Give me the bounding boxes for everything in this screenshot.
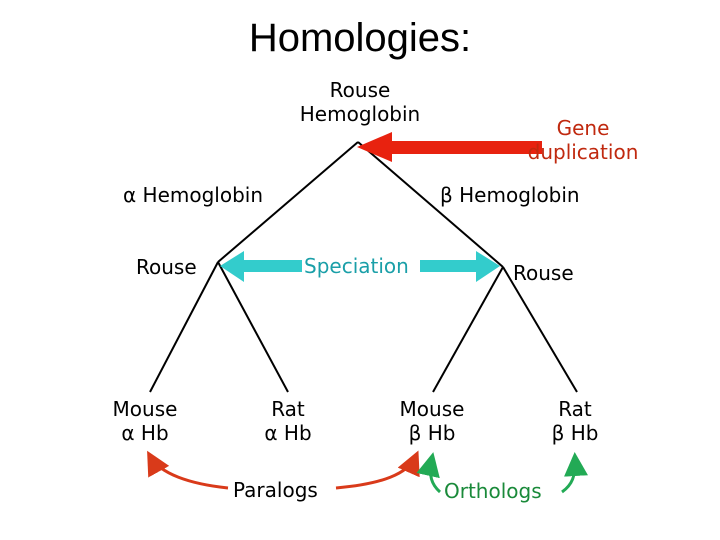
rouse-left-label: Rouse (136, 255, 197, 279)
alpha-symbol: α (123, 183, 137, 207)
gene-duplication-arrow (357, 132, 542, 162)
leaf-mouse-alpha-line1: Mouse (112, 397, 178, 421)
hb-text: Hb (570, 421, 599, 445)
speciation-label: Speciation (304, 254, 409, 278)
hb-text: Hb (427, 421, 456, 445)
leaf-mouse-beta (387, 397, 477, 445)
beta-symbol: β (551, 421, 565, 445)
leaf-mouse-beta-line1: Mouse (399, 397, 465, 421)
gene-duplication-label (518, 116, 648, 164)
ortholog-arrow-left (430, 458, 440, 492)
hb-text: Hb (140, 421, 169, 445)
leaf-rat-alpha (243, 397, 333, 445)
leaf-mouse-alpha-line2 (100, 421, 190, 445)
rouse-right-label: Rouse (513, 261, 574, 285)
branch-beta-rat (503, 267, 577, 392)
leaf-mouse-beta-line2 (387, 421, 477, 445)
root-label-line1: Rouse (329, 78, 391, 102)
leaf-rat-beta-line1: Rat (558, 397, 592, 421)
beta-symbol: β (408, 421, 422, 445)
paralogs-label: Paralogs (233, 478, 318, 502)
hb-text: Hb (283, 421, 312, 445)
beta-hemoglobin-text: Hemoglobin (459, 183, 580, 207)
leaf-rat-alpha-line1: Rat (271, 397, 305, 421)
beta-hemoglobin-label (440, 183, 580, 207)
beta-symbol: β (440, 183, 453, 207)
leaf-rat-beta (530, 397, 620, 445)
alpha-hemoglobin-label (123, 183, 263, 207)
leaf-rat-beta-line2 (530, 421, 620, 445)
alpha-symbol: α (264, 421, 278, 445)
ortholog-arrow-right (562, 458, 575, 492)
speciation-arrow-left (220, 251, 302, 282)
gene-duplication-line1: Gene (556, 116, 610, 140)
paralog-arrow-right (336, 456, 416, 488)
paralog-arrow-left (150, 456, 228, 488)
alpha-hemoglobin-text: Hemoglobin (142, 183, 264, 207)
branch-alpha-mouse (150, 262, 218, 392)
branch-alpha-rat (218, 262, 288, 392)
root-label-line2: Hemoglobin (299, 102, 421, 126)
root-label (290, 78, 430, 126)
branch-beta-mouse (433, 267, 503, 392)
page-title: Homologies: (248, 16, 472, 60)
orthologs-label: Orthologs (444, 479, 542, 503)
leaf-rat-alpha-line2 (243, 421, 333, 445)
leaf-mouse-alpha (100, 397, 190, 445)
speciation-arrow-right (420, 251, 500, 282)
gene-duplication-line2: duplication (527, 140, 639, 164)
alpha-symbol: α (121, 421, 135, 445)
